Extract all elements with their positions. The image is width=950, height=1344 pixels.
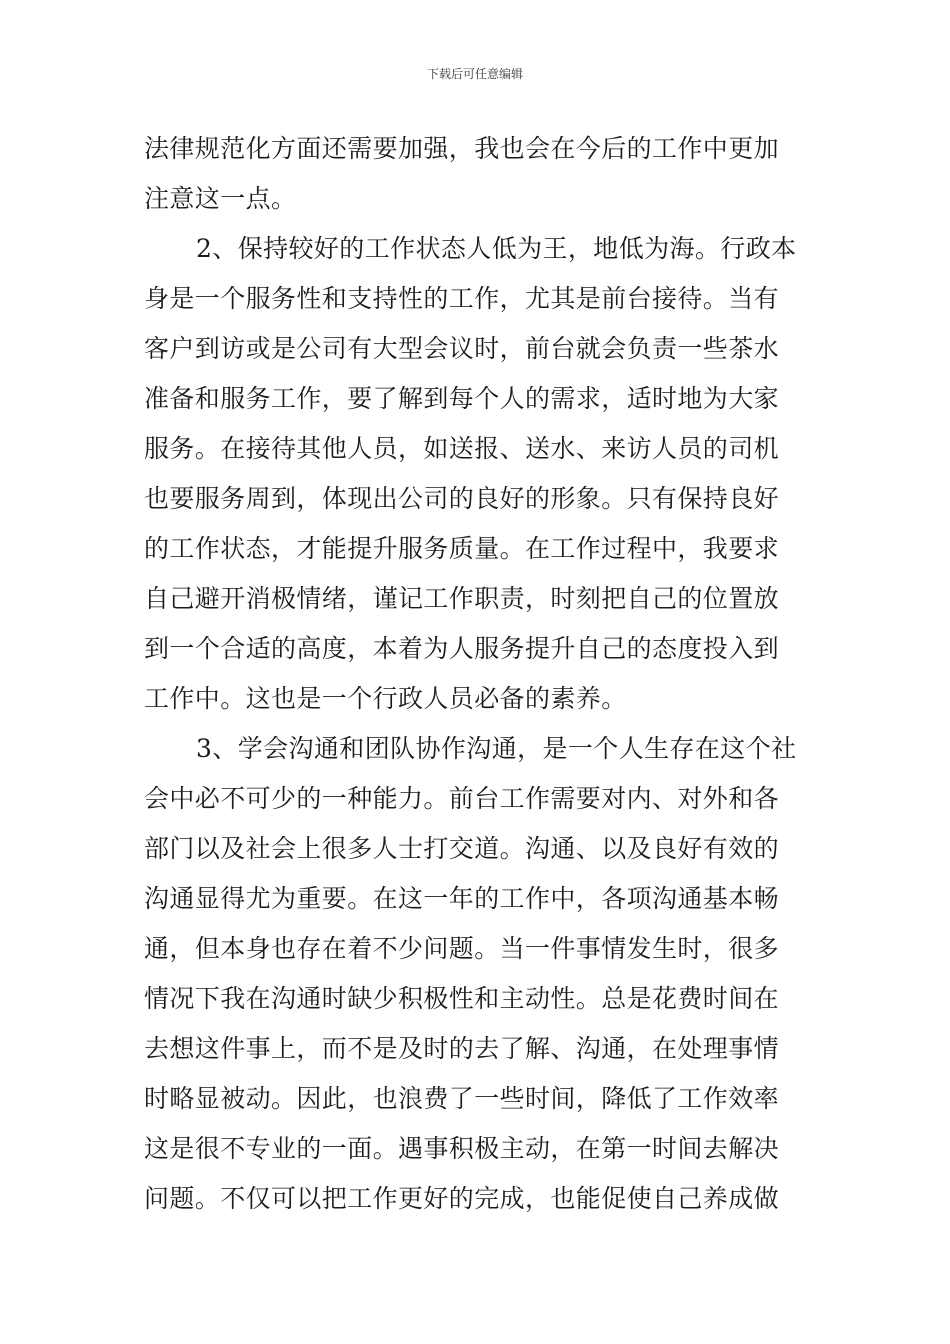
text-line: 时略显被动。因此，也浪费了一些时间，降低了工作效率 <box>144 1084 780 1113</box>
text-line: 自己避开消极情绪，谨记工作职责，时刻把自己的位置放 <box>144 584 780 613</box>
text-line: 情况下我在沟通时缺少积极性和主动性。总是花费时间在 <box>144 984 780 1013</box>
text-line: 通，但本身也存在着不少问题。当一件事情发生时，很多 <box>144 934 780 963</box>
document-body <box>144 124 808 1224</box>
text-line: 工作中。这也是一个行政人员必备的素养。 <box>144 684 627 713</box>
text-line: 沟通显得尤为重要。在这一年的工作中，各项沟通基本畅 <box>144 884 780 913</box>
text-line: 客户到访或是公司有大型会议时，前台就会负责一些茶水 <box>144 334 780 363</box>
text-line: 这是很不专业的一面。遇事积极主动，在第一时间去解决 <box>144 1134 780 1163</box>
text-line: 到一个合适的高度，本着为人服务提升自己的态度投入到 <box>144 634 780 663</box>
text-line: 问题。不仅可以把工作更好的完成，也能促使自己养成做 <box>144 1184 780 1213</box>
text-line: 服务。在接待其他人员，如送报、送水、来访人员的司机 <box>144 434 780 463</box>
text-line: 注意这一点。 <box>144 184 297 213</box>
text-line: 的工作状态，才能提升服务质量。在工作过程中，我要求 <box>144 534 780 563</box>
text-line: 身是一个服务性和支持性的工作，尤其是前台接待。当有 <box>144 284 780 313</box>
text-line: 准备和服务工作，要了解到每个人的需求，适时地为大家 <box>144 384 780 413</box>
text-line: 法律规范化方面还需要加强，我也会在今后的工作中更加 <box>144 134 780 163</box>
paragraph-start-line: 3、学会沟通和团队协作沟通，是一个人生存在这个社 <box>196 734 797 763</box>
text-line: 也要服务周到，体现出公司的良好的形象。只有保持良好 <box>144 484 780 513</box>
text-line: 去想这件事上，而不是及时的去了解、沟通，在处理事情 <box>144 1034 780 1063</box>
paragraph-start-line: 2、保持较好的工作状态人低为王，地低为海。行政本 <box>196 234 797 263</box>
text-line: 会中必不可少的一种能力。前台工作需要对内、对外和各 <box>144 784 780 813</box>
text-line: 部门以及社会上很多人士打交道。沟通、以及良好有效的 <box>144 834 780 863</box>
page-header: 下载后可任意编辑 <box>426 67 523 81</box>
